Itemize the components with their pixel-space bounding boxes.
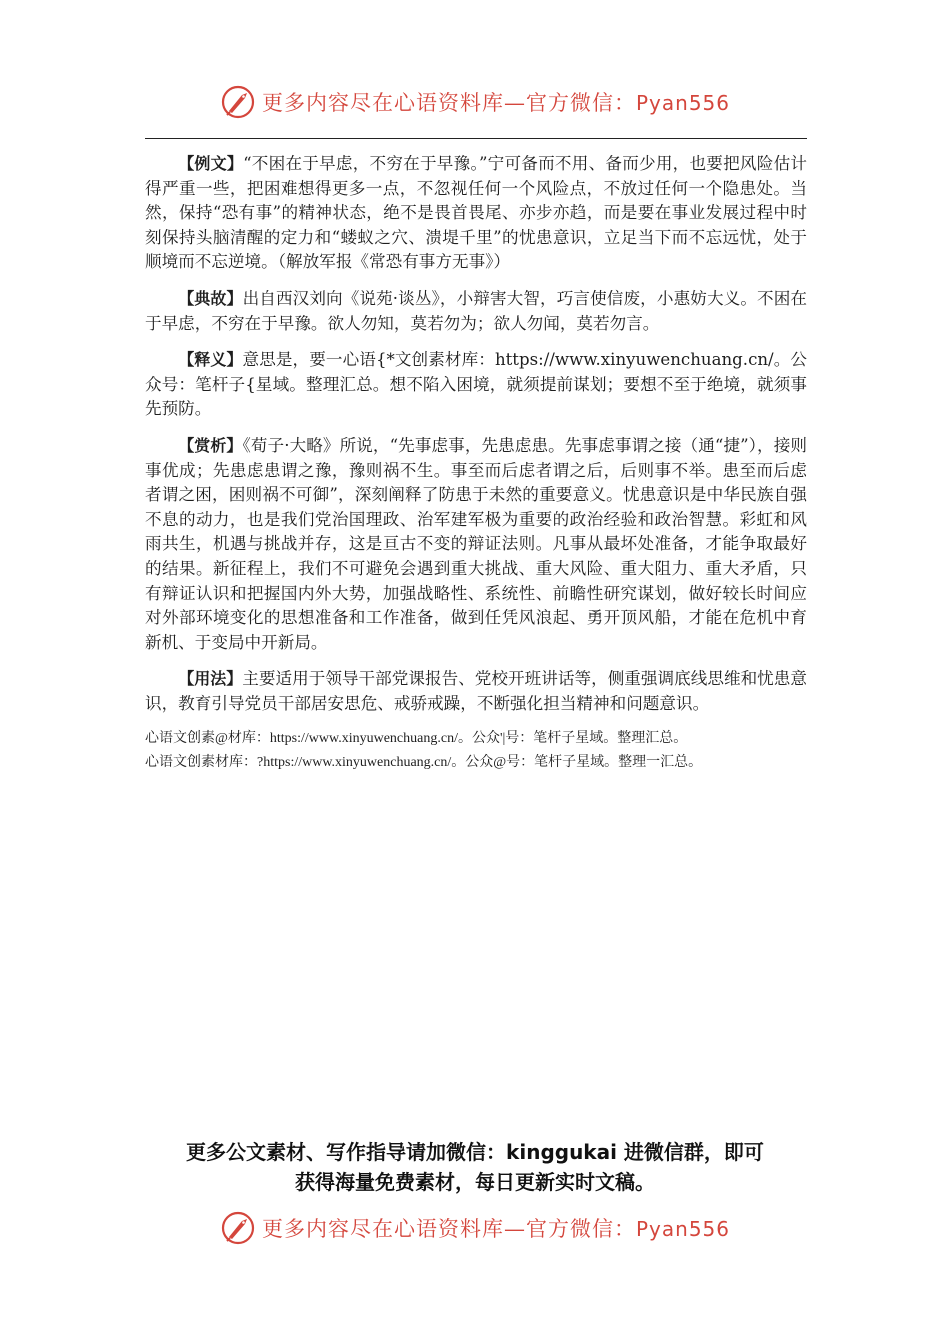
- paragraph-meaning: [145, 348, 807, 422]
- header-banner: [0, 82, 950, 122]
- banner-text: 更多内容尽在心语资料库—官方微信：Pyan556: [261, 91, 730, 115]
- banner-wechat: Pyan556: [635, 1217, 730, 1241]
- pen-nib-logo-icon: [220, 84, 256, 120]
- source-line: 心语文创素@材库：https://www.xinyuwenchuang.cn/。公众'|号：笔杆子星域。整理汇总。: [145, 731, 688, 747]
- footer-note-line: 更多公文素材、写作指导请加微信：kinggukai 进微信群，即可: [186, 1140, 764, 1164]
- paragraph-appreciation: [145, 434, 807, 655]
- paragraph-usage: [145, 667, 807, 716]
- source-line: 心语文创素材库：?https://www.xinyuwenchuang.cn/。公众@号：笔杆子星域。整理一汇总。: [145, 755, 703, 771]
- banner-wechat: Pyan556: [635, 91, 730, 115]
- pen-nib-logo-icon: [220, 1210, 256, 1246]
- footer-note: [0, 1137, 950, 1197]
- header-divider: [145, 138, 807, 139]
- paragraph-tag: 【典故】: [178, 288, 243, 308]
- paragraph-tag: 【用法】: [178, 669, 243, 689]
- banner-text: 更多内容尽在心语资料库—官方微信：Pyan556: [261, 1217, 730, 1241]
- paragraph-text: “不困在于早虑，不穷在于早豫。”宁可备而不用、备而少用，也要把风险估计得严重一些，把困难想得更多一点，不忽视任何一个风险点，不放过任何一个隐患处。当然，保持“恐有事”的精神状态，绝不是畏首畏尾、亦步亦趋，而是要在事业发展过程中时刻保持头脑清醒的定力和“蝼蚁之穴、溃堤千里”的忧患意识，立足当下而不忘远忧，处于顺境而不忘逆境。（解放军报《常恐有事方无事》）: [145, 154, 807, 272]
- paragraph-tag: 【赏析】: [178, 435, 243, 455]
- document-body: [145, 152, 807, 776]
- paragraph-text: 意思是，要一心语{*文创素材库：https://www.xinyuwenchuang.cn/。公众号：笔杆子{星域。整理汇总。想不陷入困境，就须提前谋划；要想不至于绝境，就须事先预防。: [145, 350, 807, 419]
- paragraph-example: [145, 152, 807, 275]
- paragraph-tag: 【释义】: [178, 350, 243, 370]
- paragraph-text: 主要适用于领导干部党课报告、党校开班讲话等，侧重强调底线思维和忧患意识，教育引导党员干部居安思危、戒骄戒躁，不断强化担当精神和问题意识。: [145, 669, 807, 713]
- paragraph-tag: 【例文】: [178, 154, 244, 173]
- footer-note-line: 获得海量免费素材，每日更新实时文稿。: [295, 1170, 655, 1194]
- footer-banner: [0, 1208, 950, 1248]
- paragraph-allusion: [145, 287, 807, 336]
- paragraph-text: 出自西汉刘向《说苑·谈丛》，小辩害大智，巧言使信废，小惠妨大义。不困在于早虑，不穷在于早豫。欲人勿知，莫若勿为；欲人勿闻，莫若勿言。: [145, 288, 807, 333]
- paragraph-text: 《荀子·大略》所说，“先事虑事，先患虑患。先事虑事谓之接（通“捷”），接则事优成；先患虑患谓之豫，豫则祸不生。事至而后虑者谓之后，后则事不举。患至而后虑者谓之困，困则祸不可御”，深刻阐释了防患于未然的重要意义。忧患意识是中华民族自强不息的动力，也是我们党治国理政、治军建军极为重要的政治经验和政治智慧。彩虹和风雨共生，机遇与挑战并存，这是亘古不变的辩证法则。凡事从最坏处准备，才能争取最好的结果。新征程上，我们不可避免会遇到重大挑战、重大风险、重大阻力、重大矛盾，只有辩证认识和把握国内外大势，加强战略性、系统性、前瞻性研究谋划，做好较长时间应对外部环境变化的思想准备和工作准备，做到任凭风浪起、勇开顶风船，才能在危机中育新机、于变局中开新局。: [145, 435, 807, 652]
